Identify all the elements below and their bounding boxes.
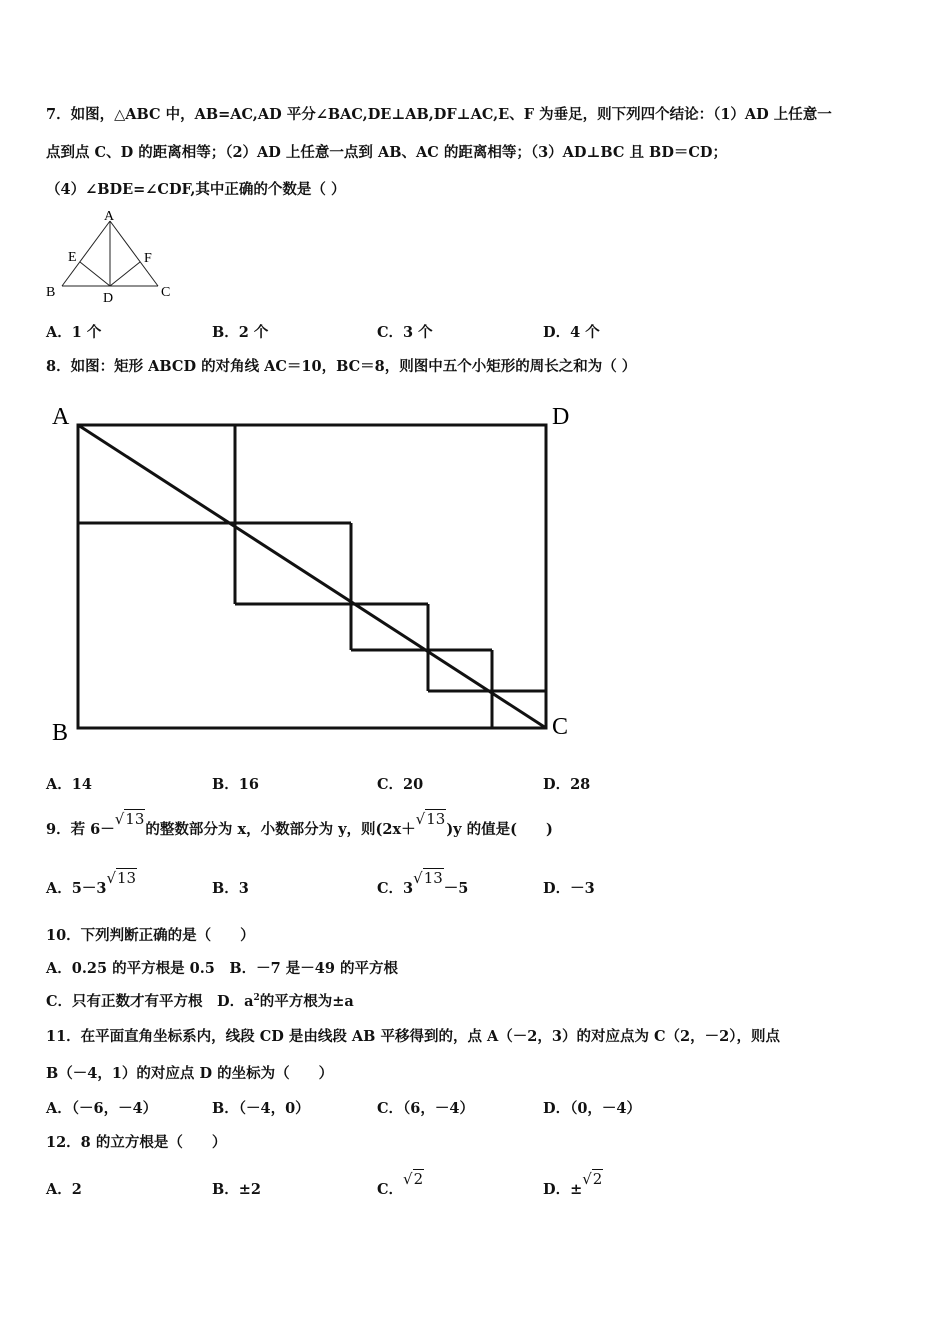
q9-option-c-suffix: －5 xyxy=(443,880,469,897)
q10-text-line3 xyxy=(46,990,354,1011)
q8-option-b: B．16 xyxy=(212,776,259,793)
q9-option-b: B．3 xyxy=(212,880,249,897)
q11-text-line2: B（－4，1）的对应点 D 的坐标为（ ） xyxy=(46,1065,334,1082)
q9-option-c-sqrt: √13 xyxy=(413,869,443,887)
q9-prefix: 9．若 6－ xyxy=(46,821,115,838)
q9-middle: 的整数部分为 x，小数部分为 y，则(2x＋ xyxy=(145,821,416,838)
q12-text-line1: 12．8 的立方根是（ ） xyxy=(46,1134,227,1151)
q9-option-a-radicand: 13 xyxy=(117,869,137,887)
q12-option-c xyxy=(377,1170,424,1199)
q7-option-c: C．3 个 xyxy=(377,324,433,341)
q7-option-a: A．1 个 xyxy=(46,324,102,341)
q9-option-c-radicand: 13 xyxy=(423,869,443,887)
q10-line3-suffix: 的平方根为±a xyxy=(259,993,354,1010)
q12-option-c-prefix: C． xyxy=(377,1181,404,1198)
q9-sqrt-13-second: √13 xyxy=(415,810,446,828)
q7-label-f: F xyxy=(144,251,152,266)
q10-line3-prefix: C．只有正数才有平方根 D．a xyxy=(46,993,254,1010)
q10-text-line2: A．0.25 的平方根是 0.5 B．－7 是－49 的平方根 xyxy=(46,960,399,977)
q7-label-e: E xyxy=(68,250,77,265)
q7-label-a: A xyxy=(104,209,115,224)
q9-option-a xyxy=(46,869,137,898)
q7-option-d: D．4 个 xyxy=(543,324,600,341)
q12-option-b: B．±2 xyxy=(212,1181,261,1198)
q9-option-d: D．－3 xyxy=(543,880,595,897)
q7-text-line1: 7．如图，△ABC 中，AB=AC,AD 平分∠BAC,DE⊥AB,DF⊥AC,E、F 为垂足，则下列四个结论：（1）AD 上任意一 xyxy=(46,106,832,123)
q12-option-d-prefix: D．± xyxy=(543,1181,583,1198)
q8-text-line1: 8．如图：矩形 ABCD 的对角线 AC＝10，BC＝8，则图中五个小矩形的周长之和为（ ） xyxy=(46,358,637,375)
q12-option-c-radicand: 2 xyxy=(413,1170,424,1188)
q12-option-d-sqrt: √2 xyxy=(582,1170,603,1188)
q11-option-c: C．（6，－4） xyxy=(377,1100,474,1117)
q9-option-a-prefix: A．5－3 xyxy=(46,880,107,897)
q7-text-line3: （4）∠BDE=∠CDF,其中正确的个数是（ ） xyxy=(46,181,346,198)
q8-label-a: A xyxy=(52,404,70,430)
q9-option-c-prefix: C．3 xyxy=(377,880,414,897)
q9-sqrt-13: √13 xyxy=(114,810,145,828)
q8-option-a: A．14 xyxy=(46,776,92,793)
q11-option-a: A．（－6，－4） xyxy=(46,1100,158,1117)
q12-option-a: A．2 xyxy=(46,1181,82,1198)
q7-option-b: B．2 个 xyxy=(212,324,269,341)
q8-label-c: C xyxy=(552,714,569,740)
q8-rectangle-figure xyxy=(48,398,588,748)
q11-option-b: B．（－4，0） xyxy=(212,1100,310,1117)
q8-label-b: B xyxy=(52,720,69,746)
q11-option-d: D．（0，－4） xyxy=(543,1100,642,1117)
q7-text-line2: 点到点 C、D 的距离相等；（2）AD 上任意一点到 AB、AC 的距离相等；（3）AD⊥BC 且 BD＝CD； xyxy=(46,144,728,161)
q9-option-a-sqrt: √13 xyxy=(106,869,137,887)
q7-label-d: D xyxy=(103,291,114,306)
q10-text-line1: 10．下列判断正确的是（ ） xyxy=(46,927,255,944)
q9-option-c xyxy=(377,869,469,898)
q8-option-c: C．20 xyxy=(377,776,424,793)
q9-text-line1 xyxy=(46,810,553,839)
q9-suffix: )y 的值是( ) xyxy=(446,821,553,838)
q8-label-d: D xyxy=(552,404,570,430)
q11-text-line1: 11．在平面直角坐标系内，线段 CD 是由线段 AB 平移得到的，点 A（－2，3）的对应点为 C（2，－2），则点 xyxy=(46,1028,780,1045)
q7-triangle-figure xyxy=(40,206,180,306)
q12-option-d xyxy=(543,1170,603,1199)
q9-radicand: 13 xyxy=(125,810,145,828)
q12-option-c-sqrt: √2 xyxy=(403,1170,424,1188)
q7-label-c: C xyxy=(161,285,171,300)
q7-label-b: B xyxy=(46,285,56,300)
q9-radicand-second: 13 xyxy=(426,810,446,828)
q12-option-d-radicand: 2 xyxy=(592,1170,603,1188)
q8-option-d: D．28 xyxy=(543,776,591,793)
q10-line3-sup: 2 xyxy=(253,993,260,1004)
